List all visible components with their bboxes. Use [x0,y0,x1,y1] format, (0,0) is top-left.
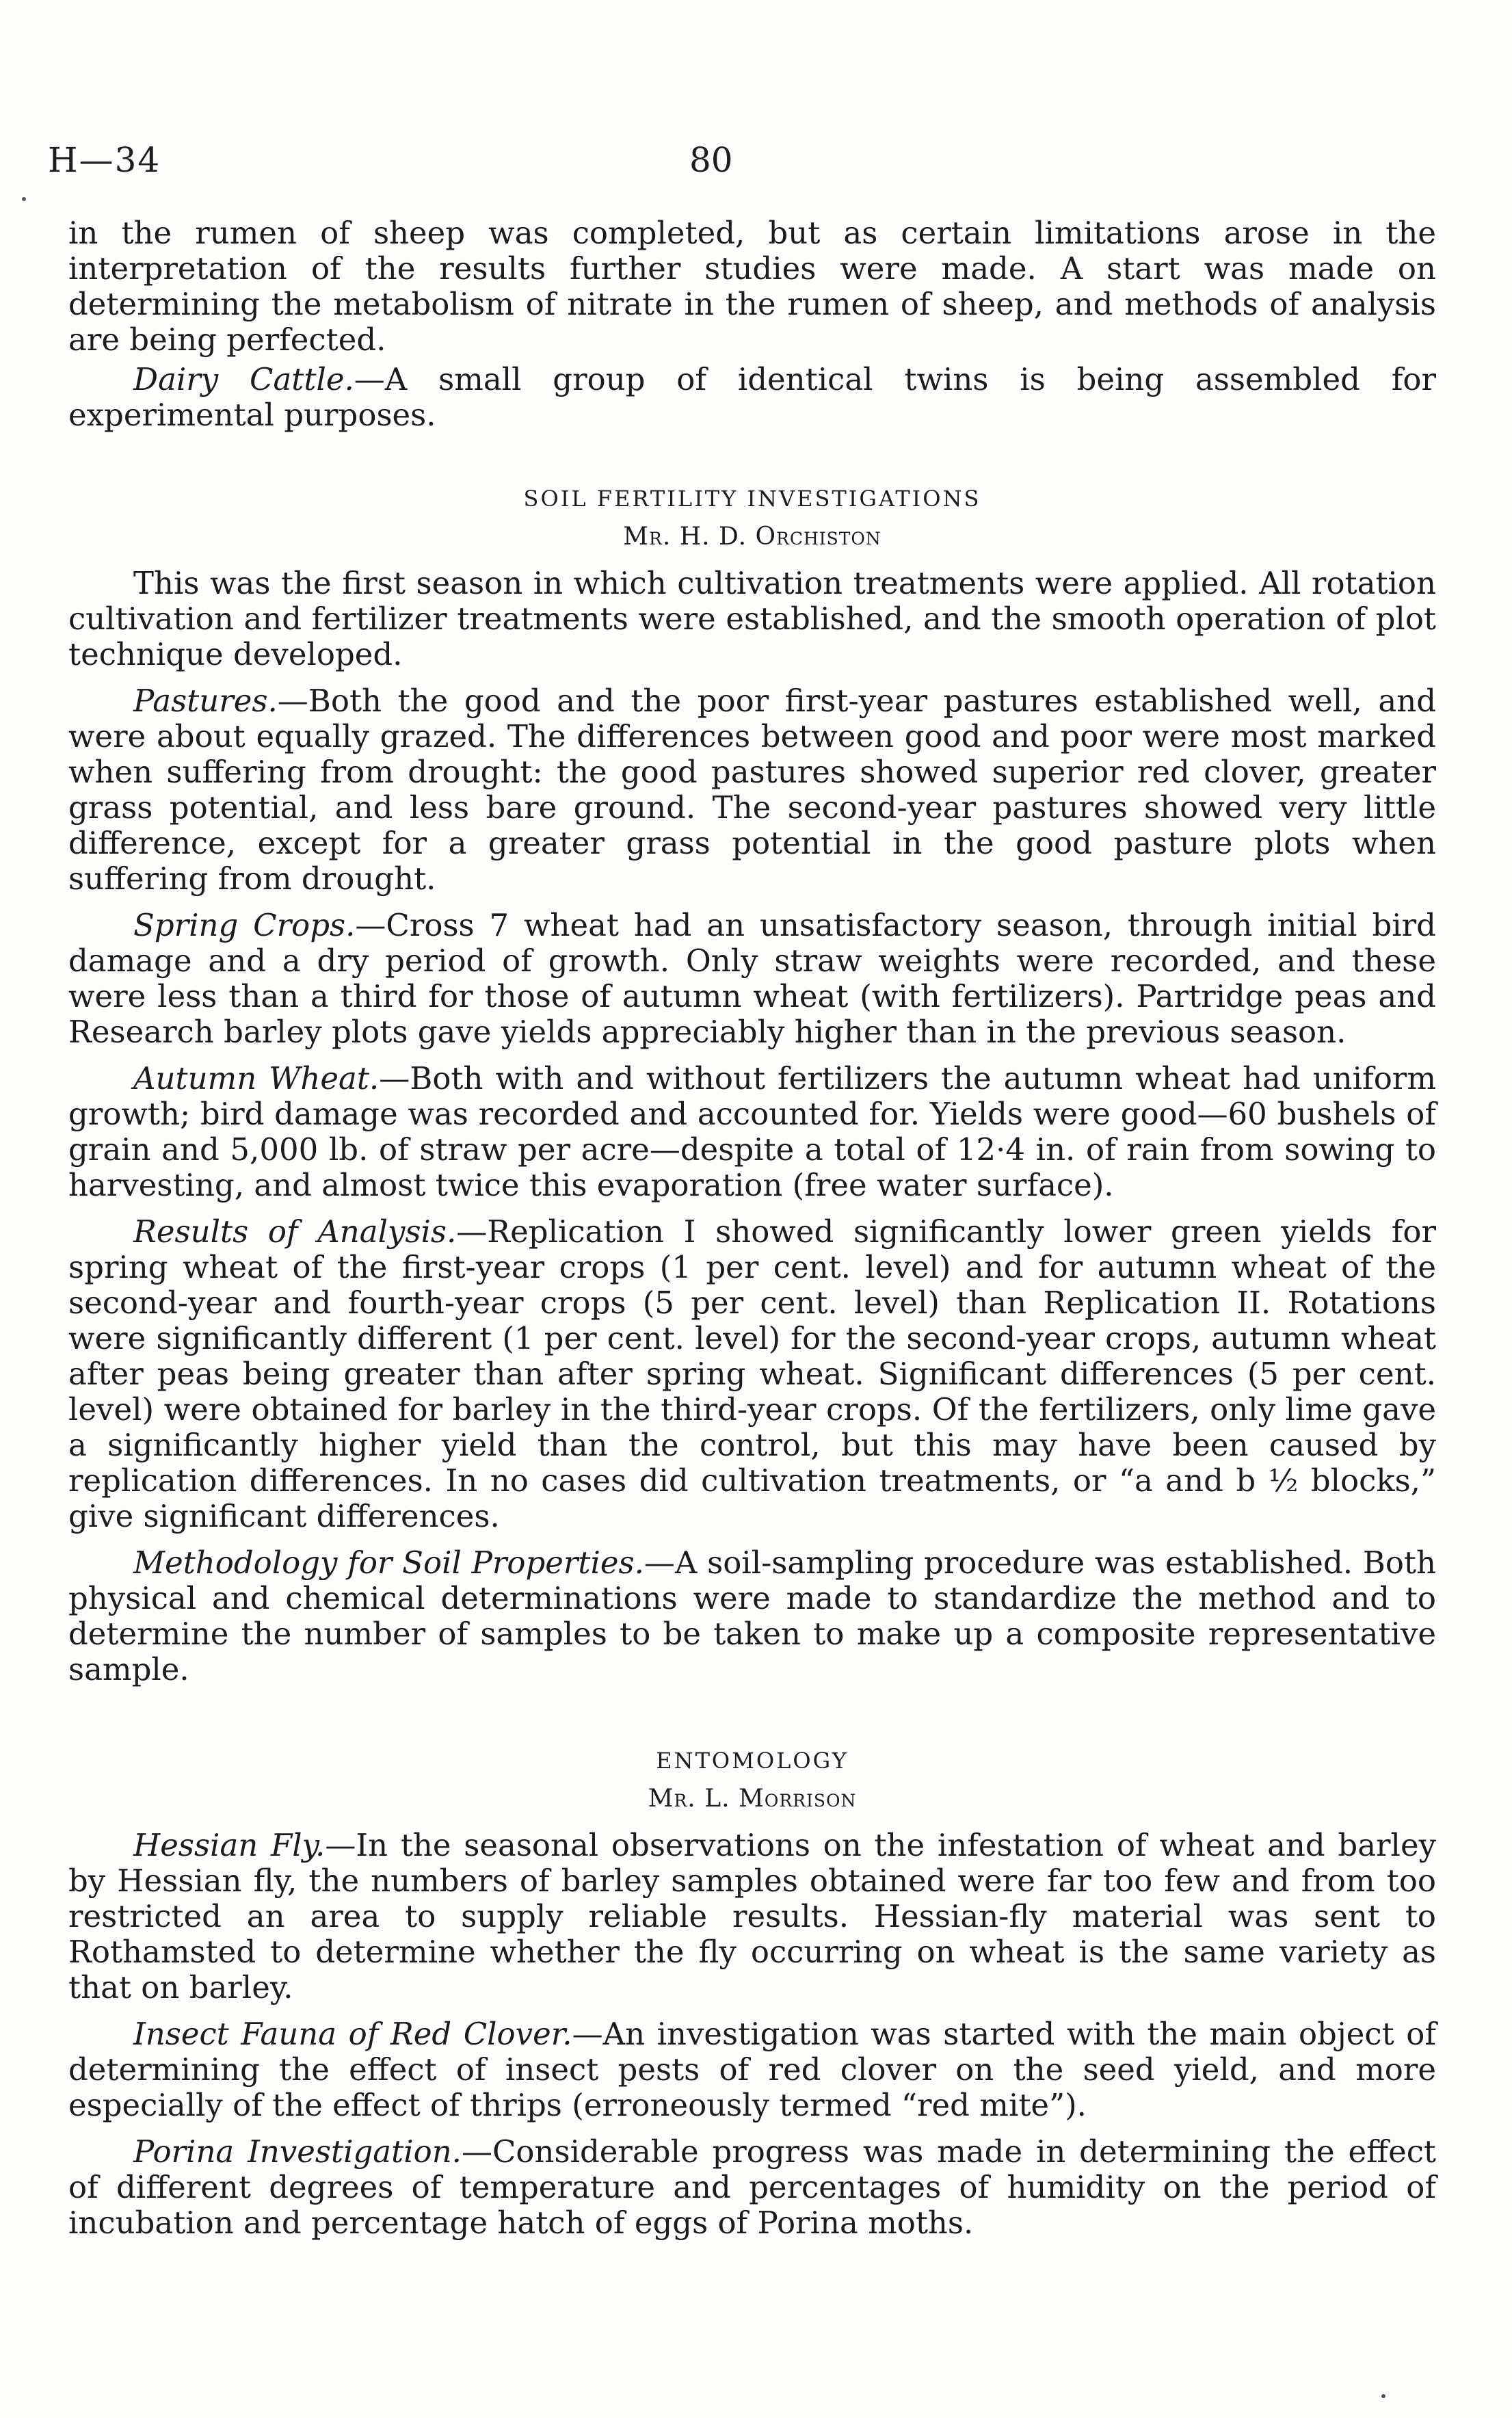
paragraph-text: —Both with and without fertilizers the autumn wheat had uniform growth; bird damage was recorded and accounted for. Yields were good—60 bushels of grain and 5,000 lb. of straw per acre—despite a total of 12·4 in. of rain from sowing to harvesting, and almost twice this evaporation (free water surface). [68,1060,1436,1203]
section-author: Mr. H. D. Orchiston [623,523,881,551]
soil-opening-paragraph: This was the first season in which cultivation treatments were applied. All rotation cultivation and fertilizer treatments were established, and the smooth operation of plot technique developed. [68,565,1436,672]
paragraph-text: —A soil-sampling procedure was established. Both physical and chemical determinations were made to standardize the method and to determine the number of samples to be taken to make up a composite representative sample. [68,1545,1436,1687]
results-of-analysis-paragraph [68,1214,1436,1534]
paragraph-text: —Replication I showed significantly lower green yields for spring wheat of the first-year crops (1 per cent. level) and for autumn wheat of the second-year and fourth-year crops (5 per cent. level) than Replication II. Rotations were significantly different (1 per cent. level) for the second-year crops, autumn wheat after peas being greater than after spring wheat. Significant differences (5 per cent. level) were obtained for barley in the third-year crops. Of the fertilizers, only lime gave a significantly higher yield than the control, but this may have been caused by replication differences. In no cases did cultivation treatments, or “a and b ½ blocks,” give significant differences. [68,1213,1436,1534]
dairy-cattle-heading: Dairy Cattle. [133,361,354,397]
entomology-section [68,1748,1436,2241]
section-author: Mr. L. Morrison [648,1785,857,1813]
paragraph-text: —Cross 7 wheat had an unsatisfactory season, through initial bird damage and a dry period of growth. Only straw weights were recorded, and these were less than a third for those of autumn wheat (with fertilizers). Partridge peas and Research barley plots gave yields appreciably higher than in the previous season. [68,907,1436,1050]
report-code: H—34 [48,140,161,180]
autumn-wheat-paragraph [68,1061,1436,1203]
pastures-paragraph [68,683,1436,897]
red-clover-paragraph [68,2016,1436,2123]
paragraph-heading: Spring Crops. [133,907,356,943]
paragraph-heading: Insect Fauna of Red Clover. [133,2016,572,2052]
section-title: ENTOMOLOGY [656,1748,849,1774]
hessian-fly-paragraph [68,1828,1436,2006]
scan-speck [22,197,26,201]
dairy-cattle-paragraph [68,362,1436,433]
paragraph-heading: Methodology for Soil Properties. [133,1545,644,1581]
paragraph-heading: Porina Investigation. [133,2133,462,2170]
section-title: SOIL FERTILITY INVESTIGATIONS [523,486,981,512]
paragraph-heading: Autumn Wheat. [133,1060,380,1096]
paragraph-text: —An investigation was started with the main object of determining the effect of insect pests of red clover on the seed yield, and more especially of the effect of thrips (erroneously termed “red mite”). [68,2016,1436,2123]
paragraph-text: —In the seasonal observations on the infestation of wheat and barley by Hessian fly, the numbers of barley samples obtained were far too few and from too restricted an area to supply reliable results. Hessian-fly material was sent to Rothamsted to determine whether the fly occurring on wheat is the same variety as that on barley. [68,1827,1436,2006]
paragraph-heading: Pastures. [133,683,278,719]
intro-paragraph: in the rumen of sheep was completed, but as certain limitations arose in the interpretation of the results further studies were made. A start was made on determining the metabolism of nitrate in the rumen of sheep, and methods of analysis are being perfected. [68,215,1436,358]
paragraph-heading: Results of Analysis. [133,1213,457,1250]
paragraph-text: —Considerable progress was made in determining the effect of different degrees of temperature and percentages of humidity on the period of incubation and percentage hatch of eggs of Porina moths. [68,2133,1437,2241]
intro-block [68,215,1436,433]
paragraph-heading: Hessian Fly. [133,1827,326,1863]
scan-speck [1381,2394,1385,2398]
page-number: 80 [689,140,733,180]
dairy-cattle-text: —A small group of identical twins is being assembled for experimental purposes. [68,361,1436,433]
soil-fertility-section [68,486,1436,1687]
paragraph-text: —Both the good and the poor first-year pastures established well, and were about equally grazed. The differences between good and poor were most marked when suffering from drought: the good pastures showed superior red clover, greater grass potential, and less bare ground. The second-year pastures showed very little difference, except for a greater grass potential in the good pasture plots when suffering from drought. [68,683,1436,897]
spring-crops-paragraph [68,908,1436,1050]
methodology-paragraph [68,1545,1436,1687]
porina-paragraph [68,2134,1436,2241]
